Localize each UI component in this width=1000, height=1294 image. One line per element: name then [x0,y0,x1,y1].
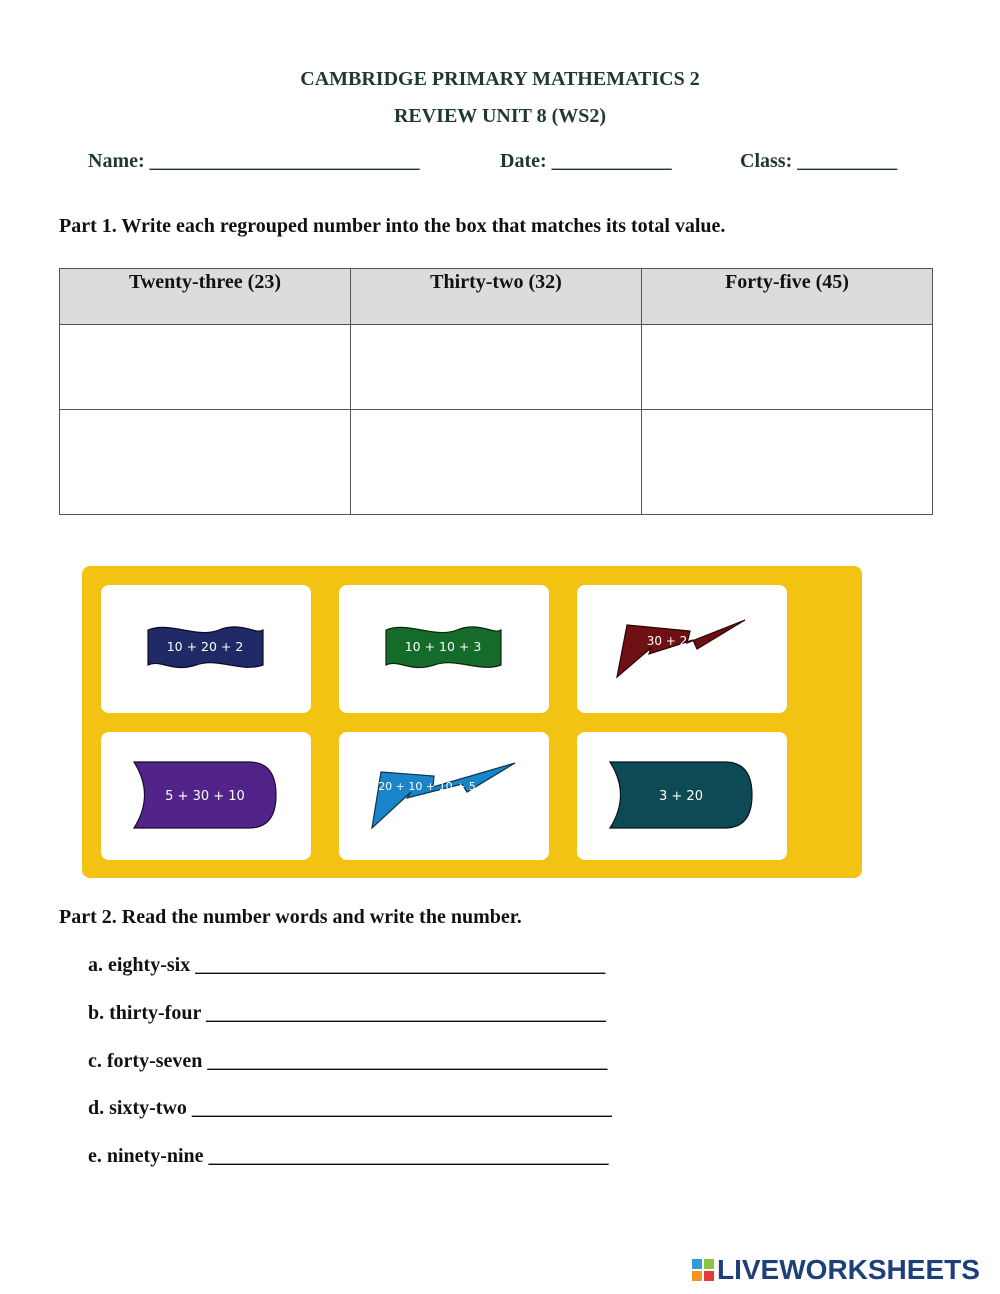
answer-line-c[interactable]: c. forty-seven ________________________________________ [88,1050,608,1072]
wave-banner-icon [101,585,311,713]
wave-banner-icon [339,585,549,713]
drop-box-32-2[interactable] [351,410,642,515]
answer-line-b[interactable]: b. thirty-four ________________________________________ [88,1002,606,1024]
draggable-card[interactable] [577,732,787,860]
logo-text: LIVEWORKSHEETS [717,1254,980,1285]
tab-banner-icon [101,732,311,860]
class-field[interactable]: Class: __________ [740,150,898,172]
column-header-32: Thirty-two (32) [351,269,642,325]
column-header-45: Forty-five (45) [642,269,933,325]
card-label: 10 + 10 + 3 [404,639,482,654]
part2-instruction: Part 2. Read the number words and write the number. [59,906,522,928]
card-label: 10 + 20 + 2 [166,639,244,654]
drop-box-45-1[interactable] [642,325,933,410]
card-label: 3 + 20 [659,789,703,804]
card-label: 20 + 10 + 10 + 5 [378,780,476,793]
draggable-card[interactable] [101,585,311,713]
card-shape [372,763,515,828]
lightning-bolt-icon [339,732,549,860]
drop-box-32-1[interactable] [351,325,642,410]
card-label: 30 + 2 [646,634,688,648]
lightning-bolt-icon [577,585,787,713]
card-tray [82,566,862,878]
part1-instruction: Part 1. Write each regrouped number into the box that matches its total value. [59,215,726,237]
draggable-card[interactable] [101,732,311,860]
draggable-card[interactable] [339,585,549,713]
sorting-table [59,268,933,515]
drop-box-23-1[interactable] [60,325,351,410]
answer-line-e[interactable]: e. ninety-nine ________________________________________ [88,1145,609,1167]
worksheet-title: CAMBRIDGE PRIMARY MATHEMATICS 2 [300,68,700,90]
name-field[interactable]: Name: ___________________________ [88,150,420,172]
drop-box-23-2[interactable] [60,410,351,515]
logo-blocks-icon [692,1259,714,1281]
card-shape [617,620,745,677]
draggable-card[interactable] [577,585,787,713]
date-field[interactable]: Date: ____________ [500,150,672,172]
column-header-23: Twenty-three (23) [60,269,351,325]
card-label: 5 + 30 + 10 [165,789,245,804]
tab-banner-icon [577,732,787,860]
worksheet-subtitle: REVIEW UNIT 8 (WS2) [393,105,607,127]
drop-box-45-2[interactable] [642,410,933,515]
draggable-card[interactable] [339,732,549,860]
answer-line-d[interactable]: d. sixty-two __________________________________________ [88,1097,612,1119]
answer-line-a[interactable]: a. eighty-six _________________________________________ [88,954,606,976]
liveworksheets-logo [692,1254,980,1286]
